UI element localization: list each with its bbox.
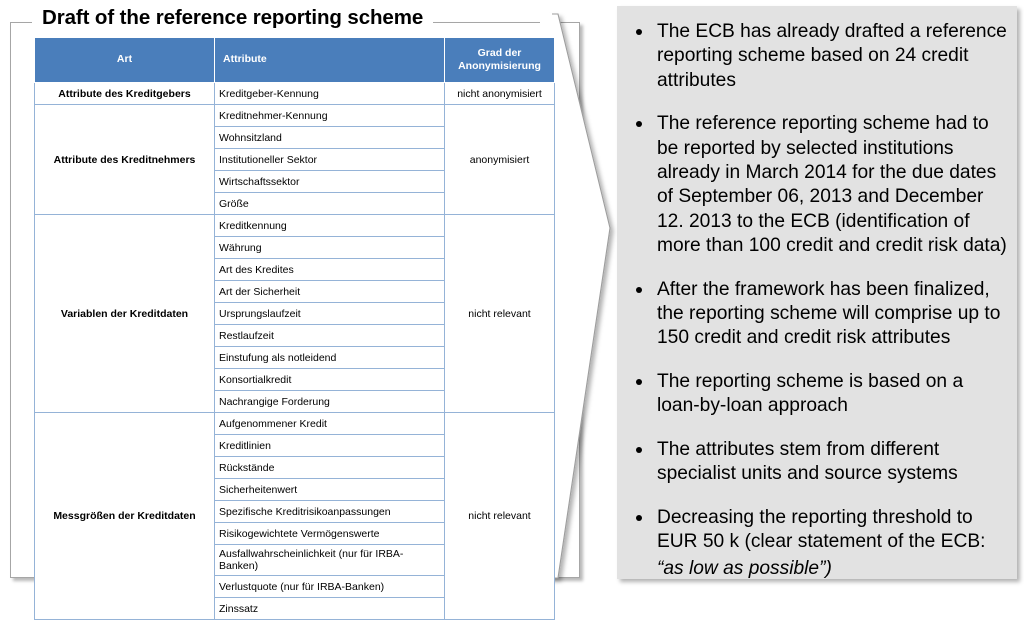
bullet-text: Decreasing the reporting threshold to EUR 50 k (clear statement of the ECB: [657, 506, 986, 552]
cell-attribute: Aufgenommener Kredit [215, 413, 445, 435]
cell-art: Attribute des Kreditgebers [35, 83, 215, 105]
cell-grad-der-anonymisierung: nicht anonymisiert [445, 83, 555, 105]
cell-attribute: Wirtschaftssektor [215, 171, 445, 193]
bullet-text: The reference reporting scheme had to be reported by selected institutions already in March 2014 for the due dates of September 06, 2013 and December 12. 2013 to the ECB (identification of more than 100 credit and credit risk data) [657, 113, 1007, 257]
bullet-item [631, 370, 1007, 419]
cell-art: Variablen der Kreditdaten [35, 215, 215, 413]
cell-attribute: Zinssatz [215, 598, 445, 620]
table-row [35, 215, 555, 237]
notes-panel [617, 6, 1017, 579]
bullet-dot-icon [636, 515, 642, 521]
cell-attribute: Konsortialkredit [215, 369, 445, 391]
cell-attribute: Größe [215, 193, 445, 215]
cell-grad-der-anonymisierung: nicht relevant [445, 413, 555, 620]
cell-grad-der-anonymisierung: anonymisiert [445, 105, 555, 215]
cell-attribute: Einstufung als notleidend [215, 347, 445, 369]
bullet-dot-icon [636, 379, 642, 385]
cell-attribute: Restlaufzeit [215, 325, 445, 347]
cell-grad-der-anonymisierung: nicht relevant [445, 215, 555, 413]
bullet-item [631, 438, 1007, 487]
cell-attribute: Kreditnehmer-Kennung [215, 105, 445, 127]
bullet-text: The ECB has already drafted a reference reporting scheme based on 24 credit attributes [657, 21, 1007, 91]
table-row [35, 105, 555, 127]
bullet-quote: “as low as possible”) [657, 558, 832, 580]
reference-reporting-scheme-table [34, 37, 555, 620]
page-title: Draft of the reference reporting scheme [32, 3, 433, 33]
bullet-text: After the framework has been finalized, the reporting scheme will comprise up to 150 credit and credit risk attributes [657, 278, 1001, 349]
table-header-row [35, 38, 555, 83]
cell-attribute: Wohnsitzland [215, 127, 445, 149]
bullet-text: The reporting scheme is based on a loan-by-loan approach [657, 370, 964, 417]
cell-art: Messgrößen der Kreditdaten [35, 413, 215, 620]
table-row [35, 83, 555, 105]
column-header-art: Art [35, 38, 215, 83]
cell-attribute: Spezifische Kreditrisikoanpassungen [215, 501, 445, 523]
cell-attribute: Kreditkennung [215, 215, 445, 237]
cell-attribute: Kreditlinien [215, 435, 445, 457]
column-header-attribute: Attribute [215, 38, 445, 83]
cell-attribute: Sicherheitenwert [215, 479, 445, 501]
bullet-item [631, 20, 1007, 93]
cell-attribute: Risikogewichtete Vermögenswerte [215, 523, 445, 545]
bullet-item [631, 112, 1007, 258]
cell-attribute: Art des Kredites [215, 259, 445, 281]
column-header-grad-der-anonymisierung: Grad der Anonymisierung [445, 38, 555, 83]
bullet-list [631, 20, 1007, 582]
cell-attribute: Institutioneller Sektor [215, 149, 445, 171]
cell-art: Attribute des Kreditnehmers [35, 105, 215, 215]
bullet-dot-icon [636, 29, 642, 35]
table-body [35, 83, 555, 620]
bullet-dot-icon [636, 287, 642, 293]
bullet-dot-icon [636, 121, 642, 127]
cell-attribute: Rückstände [215, 457, 445, 479]
cell-attribute: Kreditgeber-Kennung [215, 83, 445, 105]
bullet-dot-icon [636, 447, 642, 453]
bullet-text: The attributes stem from different specialist units and source systems [657, 438, 958, 485]
cell-attribute: Ausfallwahrscheinlichkeit (nur für IRBA-Banken) [215, 545, 445, 576]
cell-attribute: Verlustquote (nur für IRBA-Banken) [215, 576, 445, 598]
cell-attribute: Nachrangige Forderung [215, 391, 445, 413]
bullet-item [631, 278, 1007, 351]
bullet-item [631, 506, 1007, 582]
table-row [35, 413, 555, 435]
cell-attribute: Art der Sicherheit [215, 281, 445, 303]
cell-attribute: Währung [215, 237, 445, 259]
cell-attribute: Ursprungslaufzeit [215, 303, 445, 325]
